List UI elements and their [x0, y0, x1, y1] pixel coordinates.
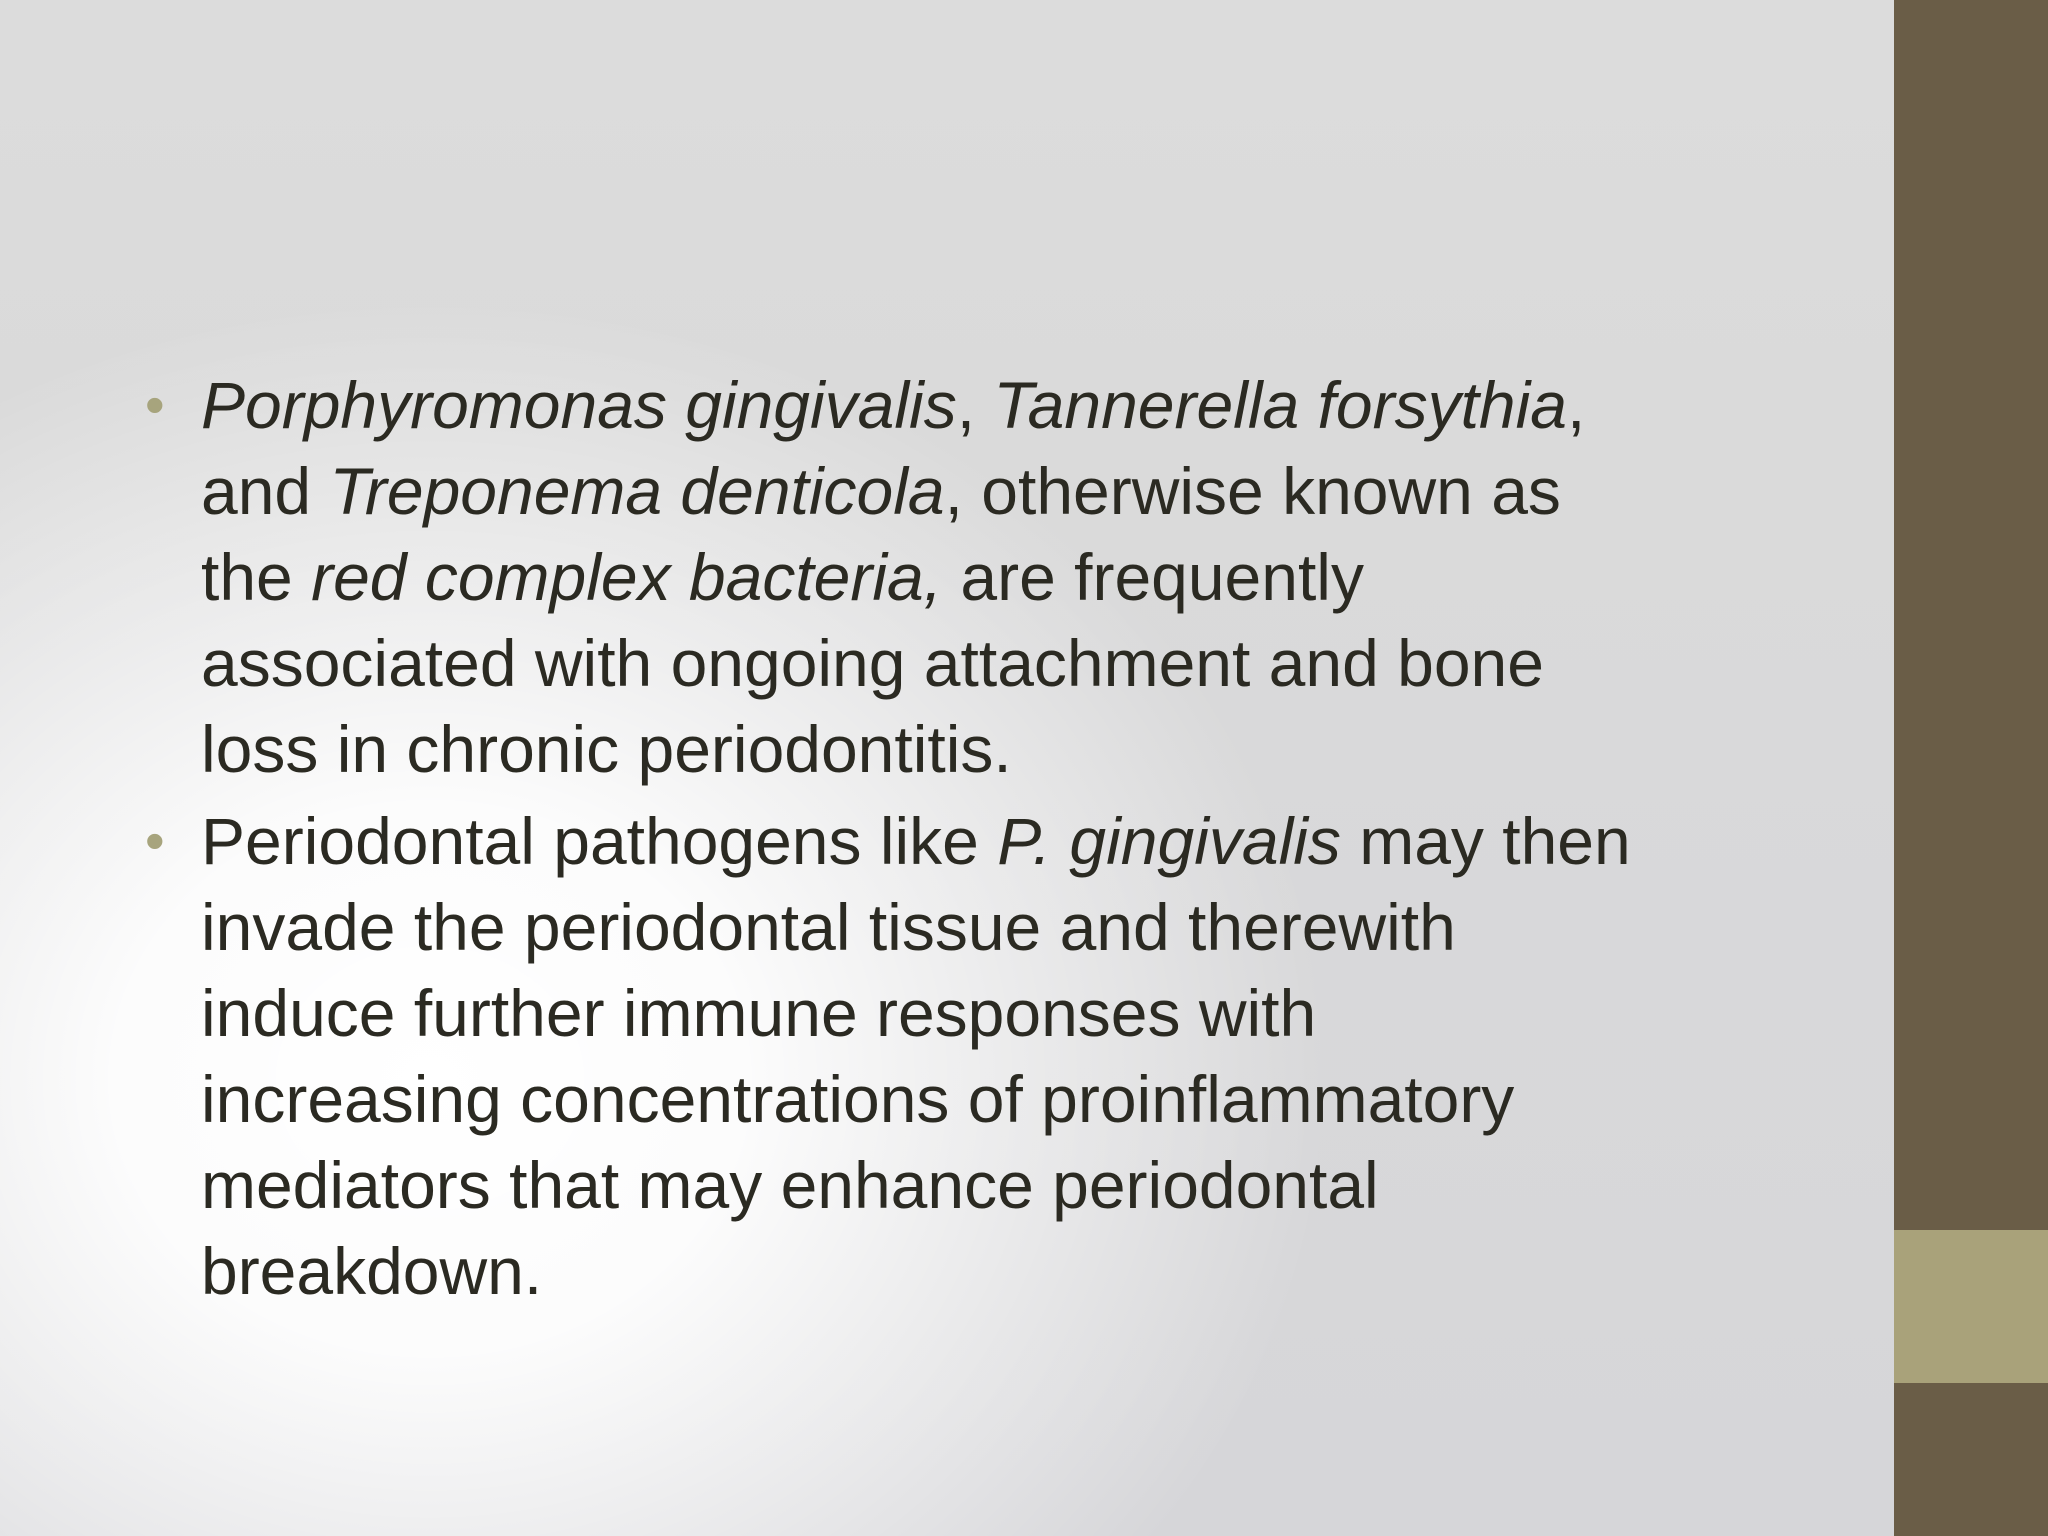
sidebar-accent-band: [1894, 1230, 2048, 1383]
text-span: and: [201, 454, 330, 528]
text-span: invade the periodontal tissue and therewith: [201, 890, 1456, 964]
bullet-line: [201, 534, 1795, 620]
bullet-item-pathogens: [145, 798, 1795, 1314]
bullet-line: [201, 1056, 1795, 1142]
bullet-line: [201, 1228, 1795, 1314]
text-span: are frequently: [942, 540, 1364, 614]
bullet-line: [201, 448, 1795, 534]
text-span: induce further immune responses with: [201, 976, 1317, 1050]
bullet-item-red-complex: [145, 362, 1795, 792]
text-span: , otherwise known as: [944, 454, 1561, 528]
text-span: Tannerella forsythia: [993, 368, 1567, 442]
text-span: P. gingivalis: [997, 804, 1341, 878]
text-span: may then: [1340, 804, 1631, 878]
text-span: ,: [956, 368, 994, 442]
text-span: the: [201, 540, 312, 614]
bullet-line: [201, 970, 1795, 1056]
bullet-line: [201, 362, 1795, 448]
bullet-line: [201, 620, 1795, 706]
text-span: mediators that may enhance periodontal: [201, 1148, 1379, 1222]
text-span: breakdown.: [201, 1234, 543, 1308]
text-span: red complex bacteria,: [311, 540, 943, 614]
text-span: loss in chronic periodontitis.: [201, 712, 1012, 786]
decorative-sidebar: [1894, 0, 2048, 1536]
text-span: ,: [1566, 368, 1586, 442]
bullet-line: [201, 706, 1795, 792]
text-span: increasing concentrations of proinflammatory: [201, 1062, 1515, 1136]
bullet-line: [201, 1142, 1795, 1228]
bullet-line: [201, 884, 1795, 970]
bullet-dot-icon: •: [145, 373, 165, 436]
bullet-line: [201, 798, 1795, 884]
text-span: associated with ongoing attachment and bone: [201, 626, 1544, 700]
text-span: Treponema denticola: [329, 454, 945, 528]
text-span: Porphyromonas gingivalis: [201, 368, 957, 442]
bullet-dot-icon: •: [145, 809, 165, 872]
bullet-list: [145, 362, 1795, 1314]
text-span: Periodontal pathogens like: [201, 804, 998, 878]
slide-body: [145, 362, 1795, 1320]
